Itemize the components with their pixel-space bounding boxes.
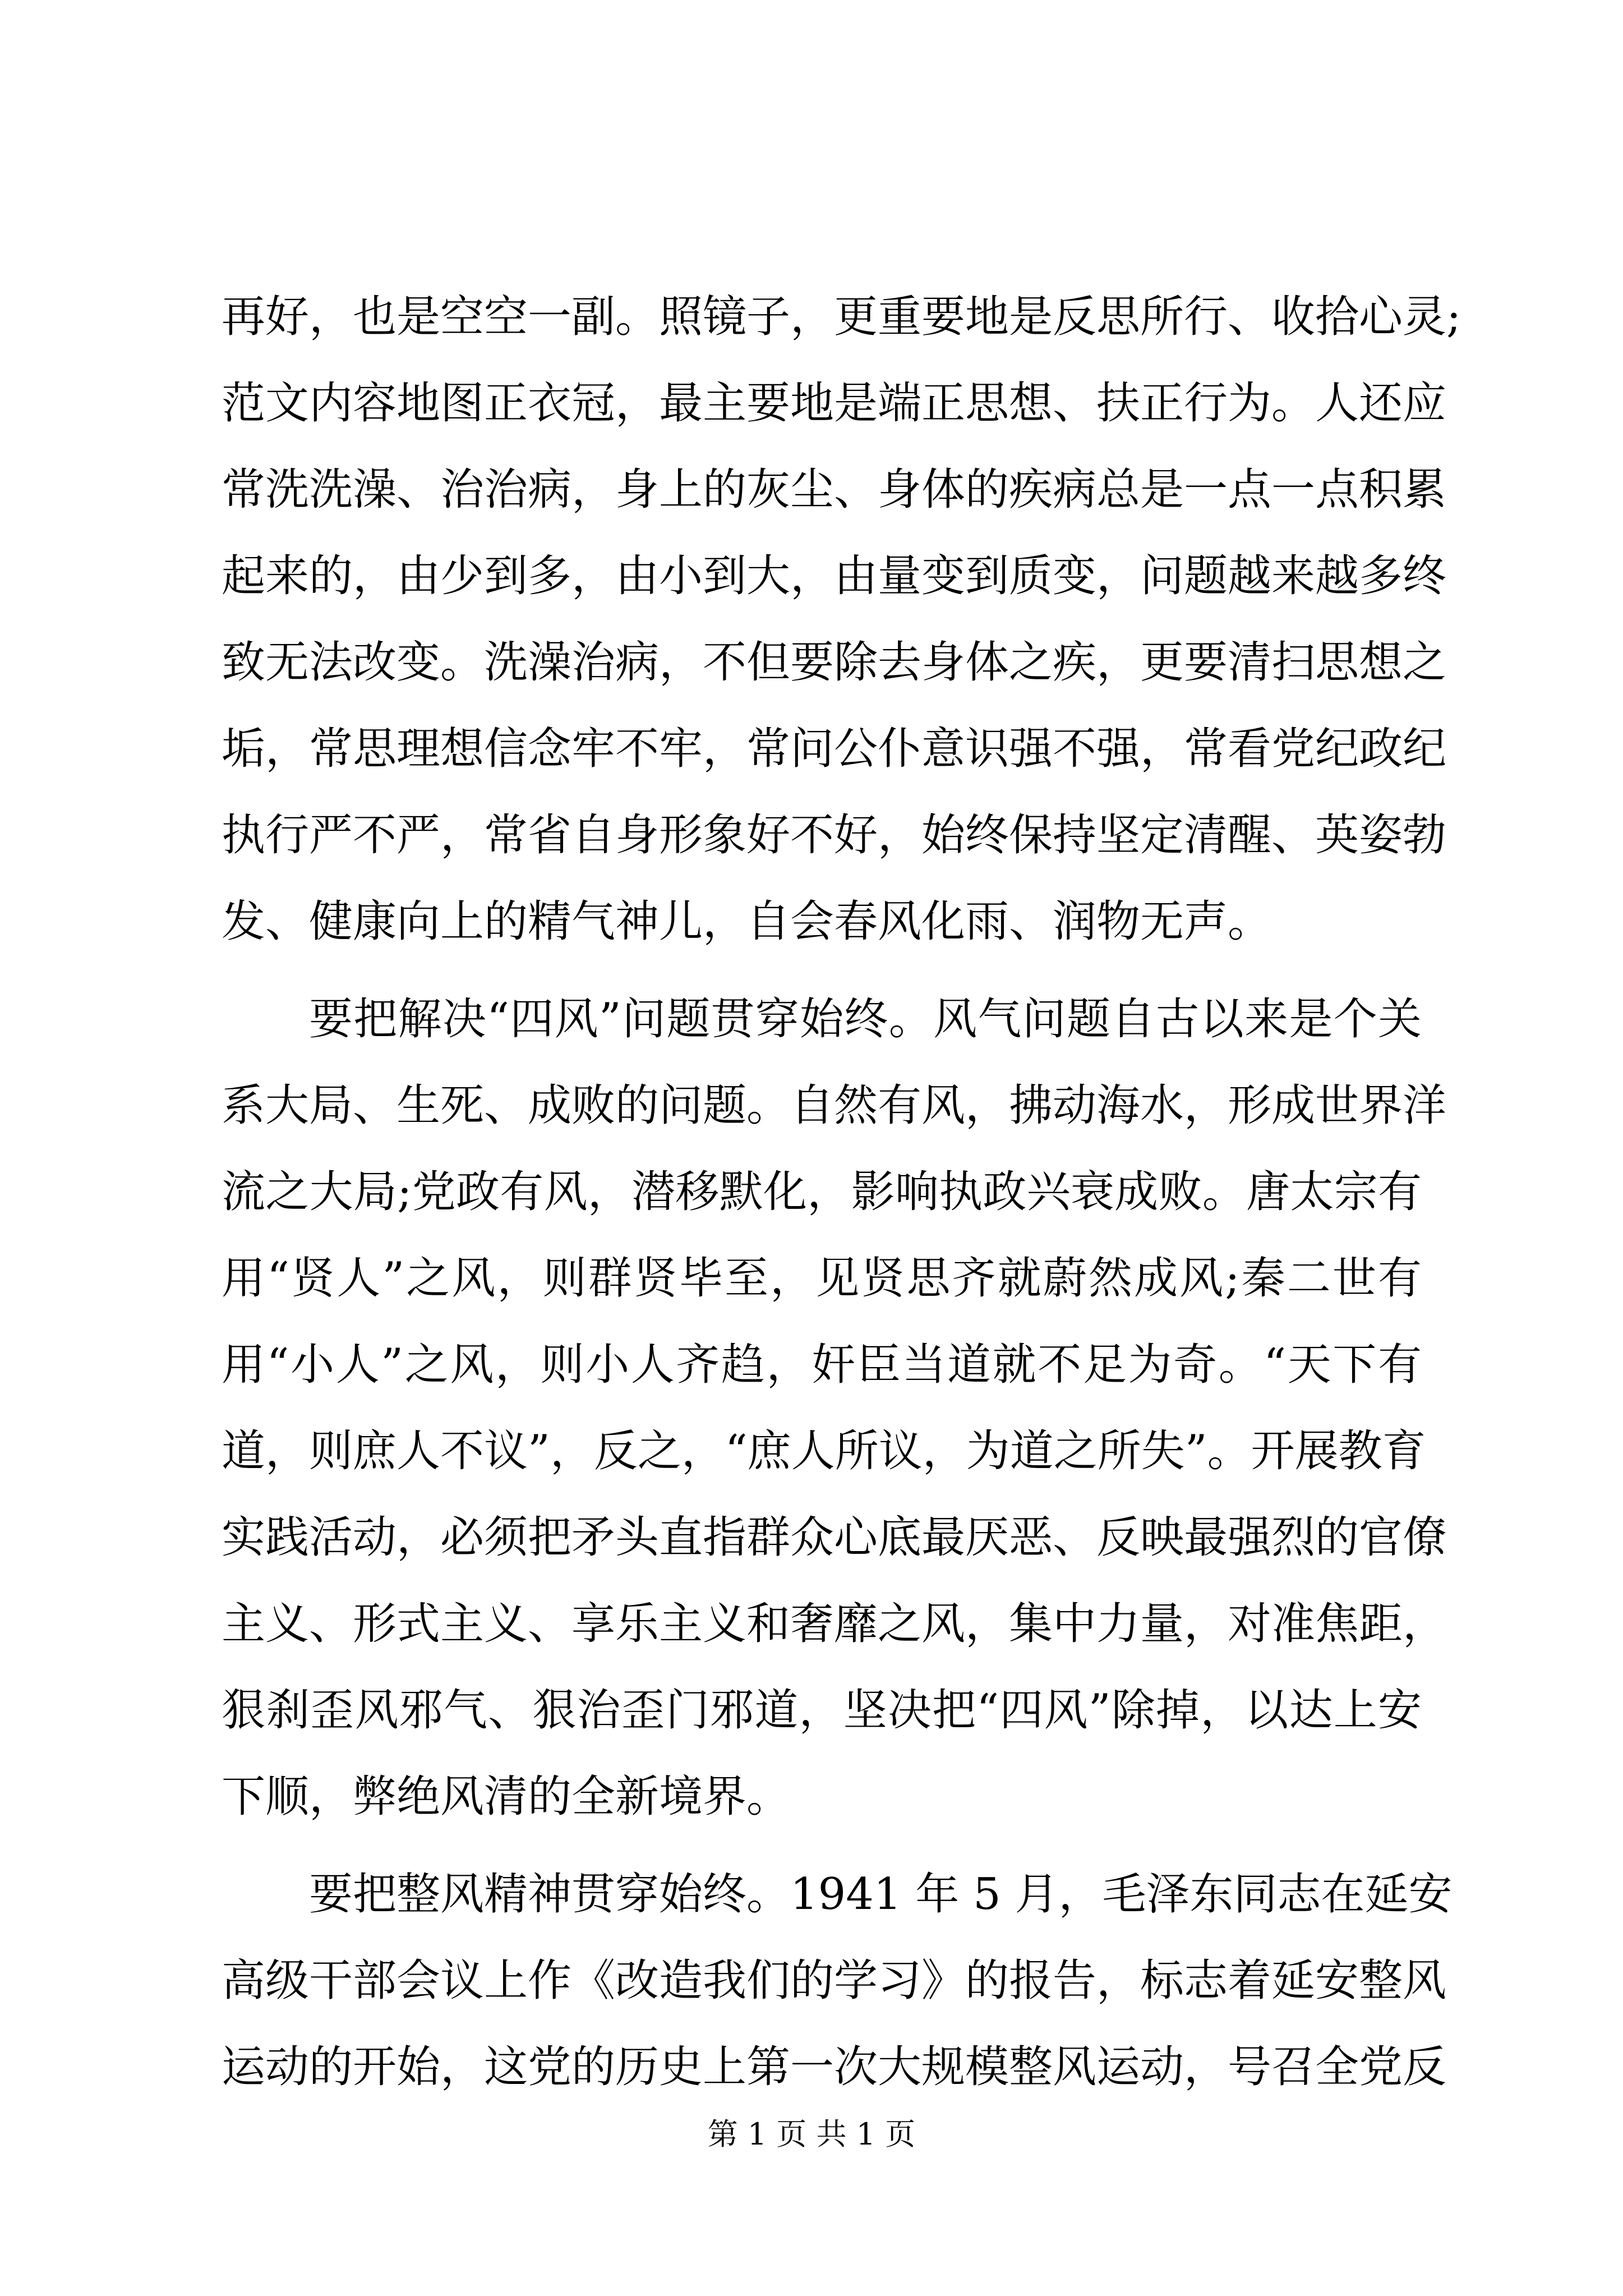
text-line: 要把整风精神贯穿始终。1941 年 5 月，毛泽东同志在延安 xyxy=(309,1869,1453,1920)
paragraph-gap xyxy=(222,965,1422,976)
text-line: 致无法改变。洗澡治病，不但要除去身体之疾，更要清扫思想之 xyxy=(222,637,1447,688)
body-paragraph xyxy=(222,274,1461,965)
text-line: 运动的开始，这党的历史上第一次大规模整风运动，号召全党反 xyxy=(222,2042,1447,2092)
text-line: 主义、形式主义、享乐主义和奢靡之风，集中力量，对准焦距， xyxy=(222,1599,1447,1649)
text-line: 下顺，弊绝风清的全新境界。 xyxy=(222,1772,791,1822)
text-line: 再好，也是空空一副。照镜子，更重要地是反思所行、收拾心灵; xyxy=(222,292,1461,342)
text-line: 用“贤人”之风，则群贤毕至，见贤思齐就蔚然成风;秦二世有 xyxy=(222,1253,1422,1304)
text-line: 垢，常思理想信念牢不牢，常问公仆意识强不强，常看党纪政纪 xyxy=(222,724,1447,774)
text-line: 用“小人”之风，则小人齐趋，奸臣当道就不足为奇。“天下有 xyxy=(222,1340,1422,1390)
text-line: 范文内容地图正衣冠，最主要地是端正思想、扶正行为。人还应 xyxy=(222,378,1447,429)
document-body xyxy=(222,274,1461,2110)
text-line: 系大局、生死、成败的问题。自然有风，拂动海水，形成世界洋 xyxy=(222,1080,1447,1131)
text-line: 流之大局;党政有风，潜移默化，影响执政兴衰成败。唐太宗有 xyxy=(222,1167,1422,1217)
text-line: 高级干部会议上作《改造我们的学习》的报告，标志着延安整风 xyxy=(222,1955,1447,2006)
text-line: 起来的，由少到多，由小到大，由量变到质变，问题越来越多终 xyxy=(222,551,1447,601)
text-line: 要把解决“四风”问题贯穿始终。风气问题自古以来是个关 xyxy=(309,994,1422,1045)
text-line: 发、健康向上的精气神儿，自会春风化雨、润物无声。 xyxy=(222,896,1272,947)
paragraph-gap xyxy=(222,1840,1422,1851)
text-line: 执行严不严，常省自身形象好不好，始终保持坚定清醒、英姿勃 xyxy=(222,810,1447,861)
text-line: 狠刹歪风邪气、狠治歪门邪道，坚决把“四风”除掉，以达上安 xyxy=(222,1685,1422,1736)
body-paragraph xyxy=(222,976,1447,1840)
text-line: 常洗洗澡、治治病，身上的灰尘、身体的疾病总是一点一点积累 xyxy=(222,464,1447,515)
body-paragraph xyxy=(222,1851,1453,2110)
text-line: 实践活动，必须把矛头直指群众心底最厌恶、反映最强烈的官僚 xyxy=(222,1512,1447,1563)
page-footer: 第 1 页 共 1 页 xyxy=(707,2116,916,2152)
text-line: 道，则庶人不议”，反之，“庶人所议，为道之所失”。开展教育 xyxy=(222,1426,1426,1476)
